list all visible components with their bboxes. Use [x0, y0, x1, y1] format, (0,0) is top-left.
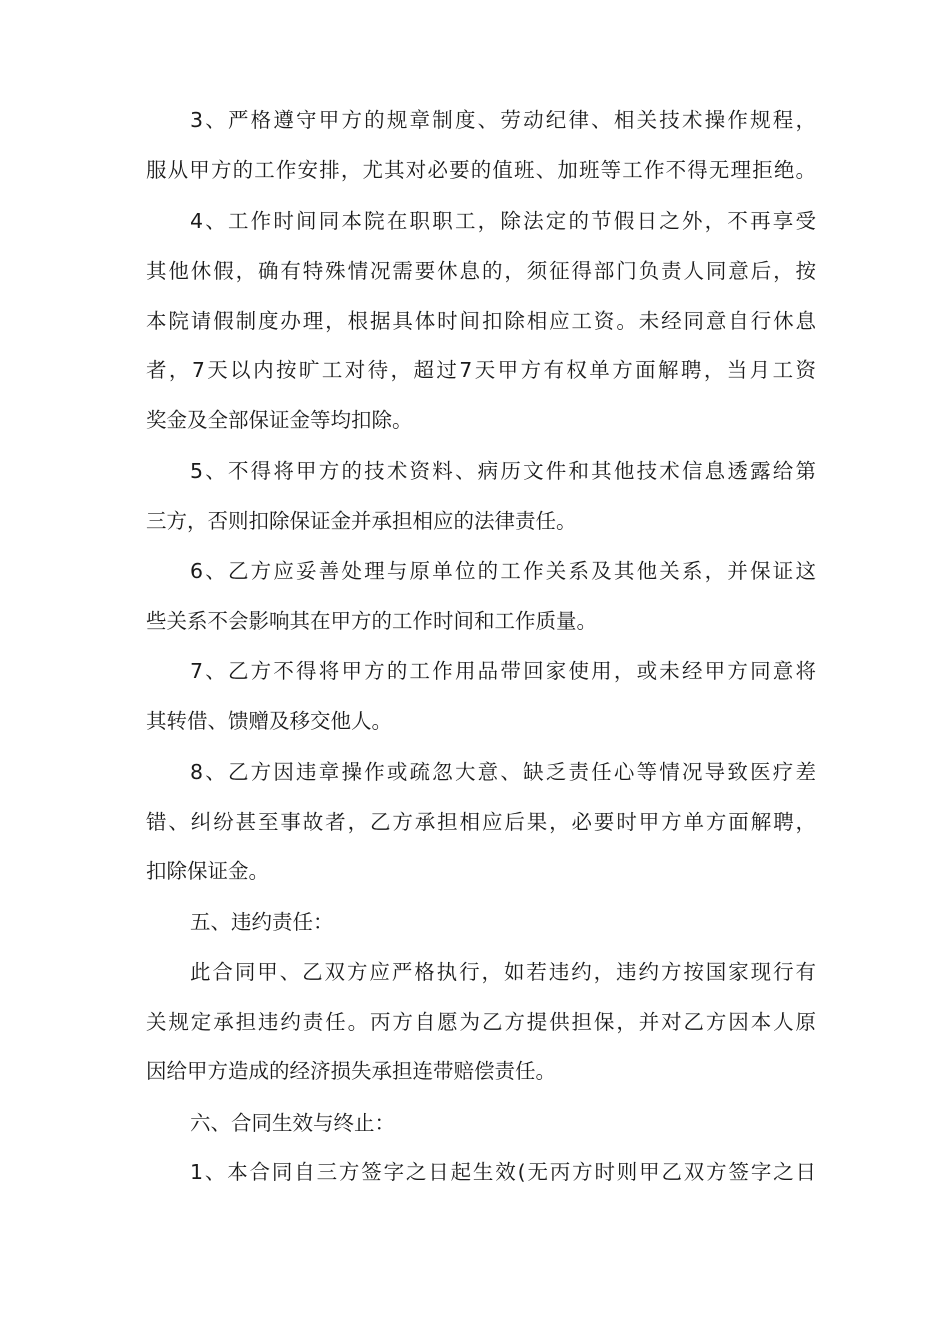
clause-3-line-2: 服从甲方的工作安排，尤其对必要的值班、加班等工作不得无理拒绝。	[146, 158, 816, 182]
clause-4-line-2: 其他休假，确有特殊情况需要休息的，须征得部门负责人同意后，按	[146, 259, 816, 283]
clause-5-line-1: 5、不得将甲方的技术资料、病历文件和其他技术信息透露给第	[190, 459, 816, 483]
clause-7-line-2: 其转借、馈赠及移交他人。	[146, 709, 392, 733]
clause-6-line-2: 些关系不会影响其在甲方的工作时间和工作质量。	[146, 609, 597, 633]
clause-4-line-4: 者，7天以内按旷工对待，超过7天甲方有权单方面解聘，当月工资	[146, 358, 816, 382]
section-5-paragraph-line-2: 关规定承担违约责任。丙方自愿为乙方提供担保，并对乙方因本人原	[146, 1010, 816, 1034]
clause-8-line-2: 错、纠纷甚至事故者，乙方承担相应后果，必要时甲方单方面解聘，	[146, 810, 816, 834]
section-5-heading: 五、违约责任：	[190, 910, 334, 934]
clause-4-line-5: 奖金及全部保证金等均扣除。	[146, 408, 413, 432]
clause-8-line-1: 8、乙方因违章操作或疏忽大意、缺乏责任心等情况导致医疗差	[190, 760, 816, 784]
clause-3-line-1: 3、严格遵守甲方的规章制度、劳动纪律、相关技术操作规程，	[190, 108, 816, 132]
section-5-paragraph-line-1: 此合同甲、乙双方应严格执行，如若违约，违约方按国家现行有	[190, 960, 816, 984]
section-6-clause-1-line-1: 1、本合同自三方签字之日起生效(无丙方时则甲乙双方签字之日	[190, 1160, 816, 1184]
clause-7-line-1: 7、乙方不得将甲方的工作用品带回家使用，或未经甲方同意将	[190, 659, 816, 683]
clause-5-line-2: 三方，否则扣除保证金并承担相应的法律责任。	[146, 509, 577, 533]
clause-6-line-1: 6、乙方应妥善处理与原单位的工作关系及其他关系，并保证这	[190, 559, 816, 583]
section-6-heading: 六、合同生效与终止：	[190, 1111, 395, 1135]
clause-4-line-1: 4、工作时间同本院在职职工，除法定的节假日之外，不再享受	[190, 209, 816, 233]
clause-8-line-3: 扣除保证金。	[146, 859, 269, 883]
section-5-paragraph-line-3: 因给甲方造成的经济损失承担连带赔偿责任。	[146, 1059, 556, 1083]
clause-4-line-3: 本院请假制度办理，根据具体时间扣除相应工资。未经同意自行休息	[146, 309, 816, 333]
